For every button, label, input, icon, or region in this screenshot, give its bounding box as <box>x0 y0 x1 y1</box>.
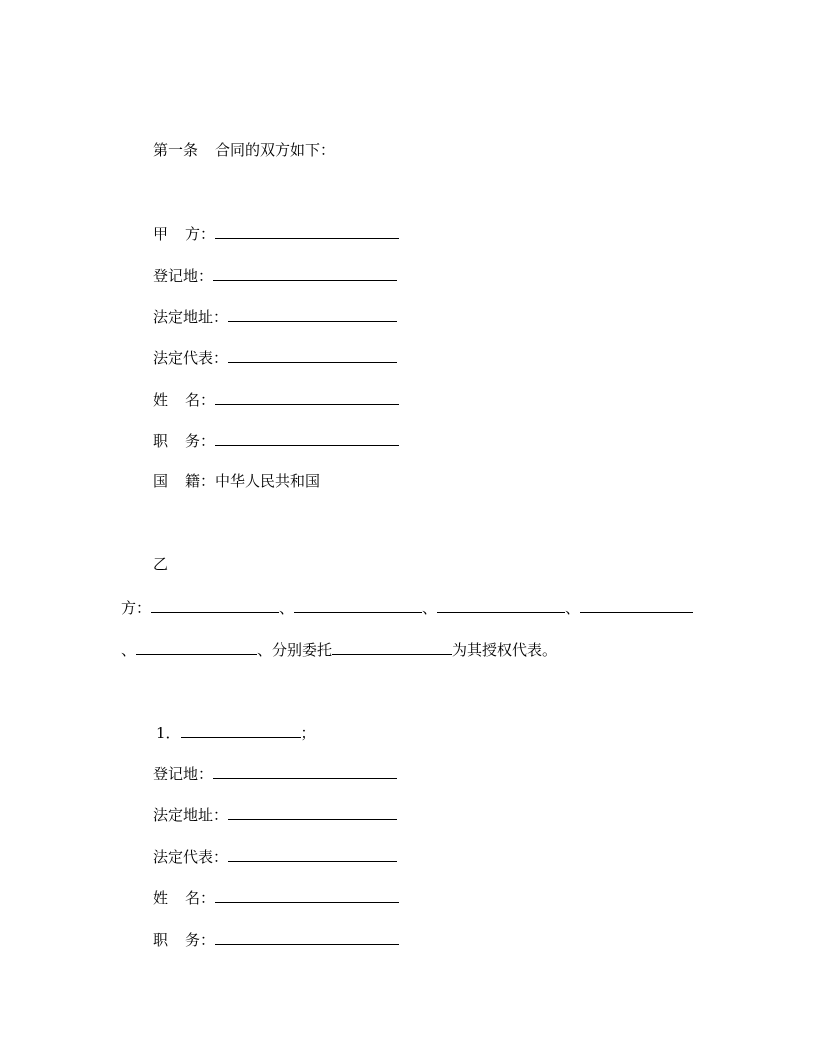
party-b-position-label-1: 职 <box>153 931 169 949</box>
party-b-registration-row <box>153 762 397 782</box>
party-b-blank-5[interactable] <box>136 638 257 655</box>
party-b-position-blank[interactable] <box>215 928 399 945</box>
party-b-separator-3: 、 <box>565 599 581 617</box>
party-b-position-label-2: 务： <box>185 931 216 949</box>
party-a-position-label-2: 务： <box>185 432 216 450</box>
party-b-authorized-rep-blank[interactable] <box>332 638 452 655</box>
party-b-yi-row <box>153 554 168 574</box>
party-a-legal-rep-label: 法定代表： <box>153 349 229 367</box>
party-b-item-number: 1． <box>156 724 181 742</box>
party-a-name-label-1: 姓 <box>153 391 169 409</box>
party-b-person-name-blank[interactable] <box>215 886 399 903</box>
party-a-label-2: 方： <box>185 225 216 243</box>
party-b-separator-2: 、 <box>422 599 438 617</box>
party-a-registration-blank[interactable] <box>213 264 397 281</box>
article-title: 合同的双方如下： <box>215 141 336 159</box>
party-b-name-label-2: 名： <box>185 889 216 907</box>
party-b-legal-address-blank[interactable] <box>228 803 397 820</box>
party-a-nationality-row <box>153 471 320 491</box>
party-a-legal-address-row <box>153 305 397 325</box>
party-a-legal-rep-blank[interactable] <box>228 346 397 363</box>
party-b-label-yi: 乙 <box>153 555 169 573</box>
party-b-item-end: ； <box>300 724 316 742</box>
party-a-person-name-blank[interactable] <box>215 388 399 405</box>
article-number: 第一条 <box>153 141 199 159</box>
party-b-entrust-row <box>121 638 557 658</box>
party-a-label-1: 甲 <box>153 225 169 243</box>
party-b-blank-4[interactable] <box>580 596 693 613</box>
party-a-name-blank[interactable] <box>215 222 399 239</box>
party-b-authorized-text: 为其授权代表。 <box>452 641 558 659</box>
party-b-legal-address-label: 法定地址： <box>153 806 229 824</box>
party-b-separator-4: 、 <box>121 641 137 659</box>
party-a-registration-row <box>153 264 397 284</box>
party-b-registration-blank[interactable] <box>213 762 397 779</box>
article-heading <box>153 140 335 160</box>
party-a-nationality-label-2: 籍： <box>185 472 216 490</box>
party-a-position-row <box>153 429 399 449</box>
party-b-legal-rep-row <box>153 845 397 865</box>
party-b-item-1-blank[interactable] <box>181 721 301 738</box>
party-a-name-label-2: 名： <box>185 391 216 409</box>
party-b-label-fang: 方： <box>121 599 152 617</box>
party-b-blank-1[interactable] <box>151 596 279 613</box>
party-b-legal-address-row <box>153 803 397 823</box>
party-a-legal-address-label: 法定地址： <box>153 308 229 326</box>
party-a-position-blank[interactable] <box>215 429 399 446</box>
party-b-entrust-text: 、分别委托 <box>257 641 333 659</box>
party-b-legal-rep-blank[interactable] <box>228 845 397 862</box>
party-b-position-row <box>153 928 399 948</box>
party-b-parties-row <box>121 596 693 616</box>
party-a-nationality-label-1: 国 <box>153 472 169 490</box>
party-a-legal-address-blank[interactable] <box>228 305 397 322</box>
party-a-registration-label: 登记地： <box>153 267 214 285</box>
party-a-legal-rep-row <box>153 346 397 366</box>
party-a-party-row <box>153 222 399 242</box>
party-b-blank-3[interactable] <box>437 596 565 613</box>
party-b-registration-label: 登记地： <box>153 765 214 783</box>
party-b-blank-2[interactable] <box>294 596 422 613</box>
party-a-nationality-value: 中华人民共和国 <box>215 472 321 490</box>
party-b-name-row <box>153 886 399 906</box>
party-a-name-row <box>153 388 399 408</box>
party-b-legal-rep-label: 法定代表： <box>153 848 229 866</box>
party-b-name-label-1: 姓 <box>153 889 169 907</box>
party-a-position-label-1: 职 <box>153 432 169 450</box>
party-b-separator-1: 、 <box>279 599 295 617</box>
party-b-item-1-row <box>156 721 316 741</box>
